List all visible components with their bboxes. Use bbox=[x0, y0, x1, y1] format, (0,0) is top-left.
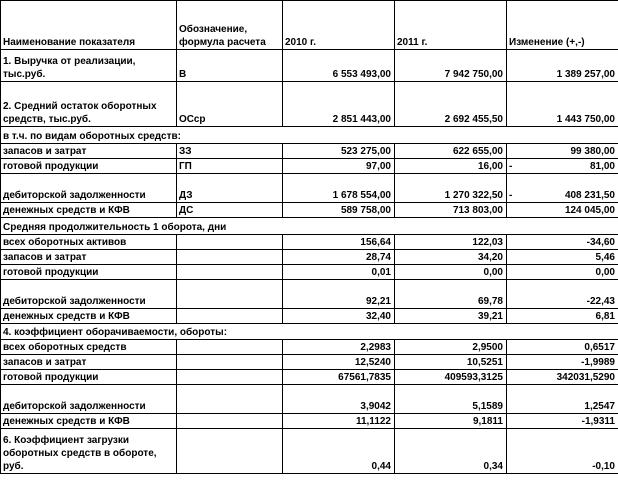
value-change bbox=[507, 159, 618, 174]
indicator-name: дебиторской задолженности bbox=[1, 174, 177, 203]
header-year-2011: 2011 г. bbox=[395, 1, 507, 50]
value-2011: 69,78 bbox=[395, 280, 507, 309]
header-indicator-name: Наименование показателя bbox=[1, 1, 177, 50]
formula-code: В bbox=[177, 50, 283, 82]
table-row bbox=[1, 174, 618, 203]
table-row bbox=[1, 370, 618, 385]
indicator-name: всех оборотных средств bbox=[1, 340, 177, 355]
indicator-name: денежных средств и КФВ bbox=[1, 309, 177, 324]
section-title: в т.ч. по видам оборотных средств: bbox=[1, 127, 618, 144]
value-2010: 589 758,00 bbox=[283, 203, 395, 218]
value-change: 1 389 257,00 bbox=[507, 50, 618, 82]
value-2010: 3,9042 bbox=[283, 385, 395, 414]
value-change: -22,43 bbox=[507, 280, 618, 309]
formula-code bbox=[177, 429, 283, 474]
value-2010: 0,01 bbox=[283, 265, 395, 280]
table-row bbox=[1, 82, 618, 127]
value-2011: 2,9500 bbox=[395, 340, 507, 355]
value-2010: 32,40 bbox=[283, 309, 395, 324]
value-change: -1,9311 bbox=[507, 414, 618, 429]
header-change: Изменение (+,-) bbox=[507, 1, 618, 50]
formula-code bbox=[177, 265, 283, 280]
formula-code: ГП bbox=[177, 159, 283, 174]
indicator-name: денежных средств и КФВ bbox=[1, 203, 177, 218]
indicator-name: запасов и затрат bbox=[1, 250, 177, 265]
formula-code: ДС bbox=[177, 203, 283, 218]
indicator-name: запасов и затрат bbox=[1, 355, 177, 370]
value-change: -0,10 bbox=[507, 429, 618, 474]
header-row bbox=[1, 1, 618, 50]
table-row bbox=[1, 235, 618, 250]
table-row bbox=[1, 429, 618, 474]
section-title: Средняя продолжительность 1 оборота, дни bbox=[1, 218, 618, 235]
section-title: 4. коэффициент оборачиваемости, обороты: bbox=[1, 324, 618, 340]
indicator-name: готовой продукции bbox=[1, 265, 177, 280]
table-row bbox=[1, 203, 618, 218]
value-change: 6,81 bbox=[507, 309, 618, 324]
header-formula: Обозначение, формула расчета bbox=[177, 1, 283, 50]
value-2010: 28,74 bbox=[283, 250, 395, 265]
table-row bbox=[1, 50, 618, 82]
formula-code bbox=[177, 355, 283, 370]
value-change: 342031,5290 bbox=[507, 370, 618, 385]
value-change: 5,46 bbox=[507, 250, 618, 265]
indicator-name: дебиторской задолженности bbox=[1, 385, 177, 414]
value-2011: 16,00 bbox=[395, 159, 507, 174]
table-row bbox=[1, 280, 618, 309]
value-change bbox=[507, 174, 618, 203]
table-row bbox=[1, 265, 618, 280]
value-2011: 713 803,00 bbox=[395, 203, 507, 218]
negative-sign: - bbox=[509, 190, 513, 201]
value-2010: 2 851 443,00 bbox=[283, 82, 395, 127]
section-row bbox=[1, 127, 618, 144]
formula-code: ОСср bbox=[177, 82, 283, 127]
table-row bbox=[1, 159, 618, 174]
formula-code bbox=[177, 280, 283, 309]
value-change: 1 443 750,00 bbox=[507, 82, 618, 127]
table-row bbox=[1, 355, 618, 370]
indicator-name: денежных средств и КФВ bbox=[1, 414, 177, 429]
header-year-2010: 2010 г. bbox=[283, 1, 395, 50]
section-row bbox=[1, 324, 618, 340]
value-2011: 1 270 322,50 bbox=[395, 174, 507, 203]
value-2010: 2,2983 bbox=[283, 340, 395, 355]
value-2011: 39,21 bbox=[395, 309, 507, 324]
table-row bbox=[1, 250, 618, 265]
value-2010: 6 553 493,00 bbox=[283, 50, 395, 82]
indicator-name: 1. Выручка от реализации, тыс.руб. bbox=[1, 50, 177, 82]
formula-code bbox=[177, 250, 283, 265]
formula-code bbox=[177, 370, 283, 385]
value-2011: 34,20 bbox=[395, 250, 507, 265]
indicator-name: дебиторской задолженности bbox=[1, 280, 177, 309]
value-2011: 0,34 bbox=[395, 429, 507, 474]
value-change: 1,2547 bbox=[507, 385, 618, 414]
value-2011: 2 692 455,50 bbox=[395, 82, 507, 127]
indicator-name: запасов и затрат bbox=[1, 144, 177, 159]
change-amount: 408 231,50 bbox=[564, 190, 615, 201]
indicator-name: 2. Средний остаток оборотных средств, тыс.руб. bbox=[1, 82, 177, 127]
table-row bbox=[1, 385, 618, 414]
change-amount: 81,00 bbox=[589, 161, 615, 172]
table-row bbox=[1, 414, 618, 429]
value-2010: 156,64 bbox=[283, 235, 395, 250]
value-2011: 409593,3125 bbox=[395, 370, 507, 385]
value-2011: 7 942 750,00 bbox=[395, 50, 507, 82]
value-2010: 1 678 554,00 bbox=[283, 174, 395, 203]
value-change: 0,6517 bbox=[507, 340, 618, 355]
value-2010: 0,44 bbox=[283, 429, 395, 474]
negative-sign: - bbox=[509, 161, 513, 172]
value-change: -1,9989 bbox=[507, 355, 618, 370]
value-2011: 622 655,00 bbox=[395, 144, 507, 159]
value-2010: 97,00 bbox=[283, 159, 395, 174]
value-2010: 67561,7835 bbox=[283, 370, 395, 385]
formula-code bbox=[177, 340, 283, 355]
indicator-name: всех оборотных активов bbox=[1, 235, 177, 250]
formula-code bbox=[177, 309, 283, 324]
value-2010: 11,1122 bbox=[283, 414, 395, 429]
value-change: 99 380,00 bbox=[507, 144, 618, 159]
value-change: 124 045,00 bbox=[507, 203, 618, 218]
value-2011: 122,03 bbox=[395, 235, 507, 250]
value-change: -34,60 bbox=[507, 235, 618, 250]
table-row bbox=[1, 309, 618, 324]
formula-code bbox=[177, 235, 283, 250]
value-2010: 92,21 bbox=[283, 280, 395, 309]
value-change: 0,00 bbox=[507, 265, 618, 280]
indicator-name: готовой продукции bbox=[1, 370, 177, 385]
value-2011: 0,00 bbox=[395, 265, 507, 280]
formula-code: ДЗ bbox=[177, 174, 283, 203]
formula-code bbox=[177, 385, 283, 414]
value-2011: 5,1589 bbox=[395, 385, 507, 414]
table-row bbox=[1, 340, 618, 355]
indicator-name: 6. Коэффициент загрузки оборотных средств в обороте, руб. bbox=[1, 429, 177, 474]
formula-code bbox=[177, 414, 283, 429]
formula-code: ЗЗ bbox=[177, 144, 283, 159]
indicator-name: готовой продукции bbox=[1, 159, 177, 174]
value-2010: 523 275,00 bbox=[283, 144, 395, 159]
value-2011: 10,5251 bbox=[395, 355, 507, 370]
value-2011: 9,1811 bbox=[395, 414, 507, 429]
section-row bbox=[1, 218, 618, 235]
value-2010: 12,5240 bbox=[283, 355, 395, 370]
table-row bbox=[1, 144, 618, 159]
